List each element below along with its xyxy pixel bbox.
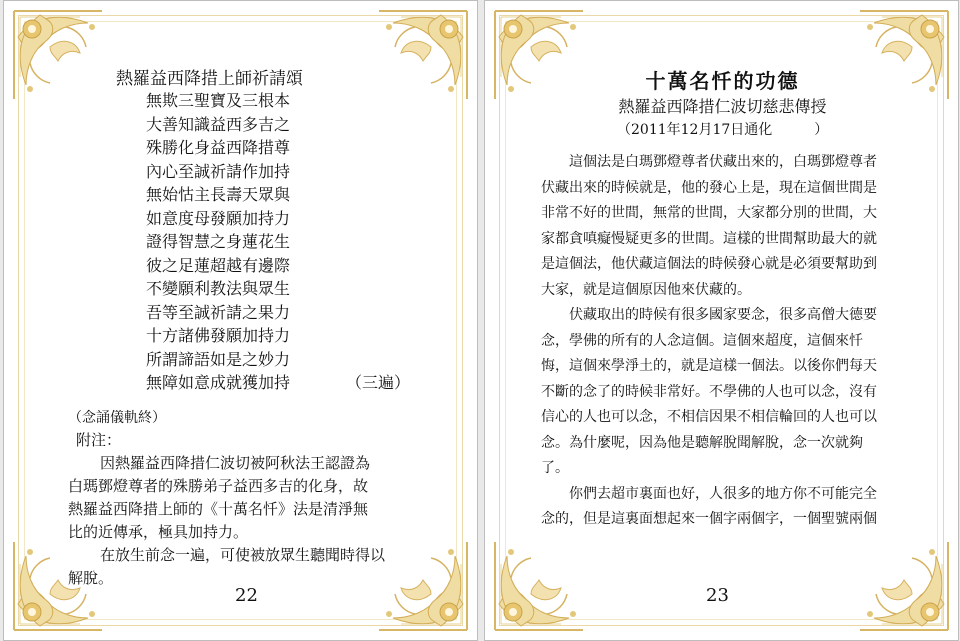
body-line: 了。 [541, 460, 569, 476]
body-line: 這個法是白瑪鄧燈尊者伏藏出來的，白瑪鄧燈尊者 [569, 154, 877, 170]
body-line: 不斷的念了的時候非常好。不學佛的人也可以念，沒有 [541, 383, 877, 400]
right-page [484, 0, 959, 641]
corner-ornament-icon [375, 7, 471, 103]
verse-list [146, 89, 290, 395]
left-page [3, 0, 478, 641]
verse-line: 如意度母發願加持力 [146, 208, 291, 228]
body-line: 悔，這個來學淨土的，就是這樣一個法。以後你們每天 [541, 358, 877, 374]
verse-line: 彼之足蓮超越有邊際 [146, 255, 291, 275]
body-line: 大家，就是這個原因他來伏藏的。 [541, 281, 751, 298]
page-title: 十萬名忏的功德 [645, 69, 800, 93]
appendix-line: 解脫。 [68, 569, 114, 587]
body-line: 念的，但是這裏面想起來一個字兩個字，一個聖號兩個 [541, 511, 877, 527]
appendix-line: 因熱羅益西降措仁波切被阿秋法王認證為 [100, 454, 371, 472]
verse-line: 證得智慧之身蓮花生 [146, 232, 291, 251]
corner-ornament-icon [491, 538, 587, 634]
verse-line: 十方諸佛發願加持力 [146, 326, 291, 345]
appendix-line: 熱羅益西降措上師的《十萬名忏》法是清淨無 [68, 500, 369, 518]
verse-line: 吾等至誠祈請之果力 [146, 302, 291, 322]
prayer-title: 熱羅益西降措上師祈請頌 [116, 69, 303, 89]
verse-line: 大善知識益西多吉之 [146, 114, 291, 134]
end-note: （念誦儀軌終） [68, 410, 166, 426]
corner-ornament-icon [375, 538, 471, 634]
verse-line: 無障如意成就獲加持 [146, 373, 291, 392]
corner-ornament-icon [10, 7, 106, 103]
body-line: 信心的人也可以念，不相信因果不相信輪回的人也可以 [541, 409, 877, 425]
date-line: （2011年12月17日通化 ） [617, 122, 829, 138]
verse-line: 不變願利教法與眾生 [146, 279, 291, 298]
verse-line: 內心至誠祈請作加持 [146, 161, 291, 181]
appendix-label: 附注： [76, 431, 122, 449]
verse-line: 所謂諦語如是之妙力 [146, 349, 291, 369]
corner-ornament-icon [856, 538, 952, 634]
body-line: 非常不好的世間，無常的世間，大家都分別的世間，大 [541, 205, 877, 221]
page-number: 23 [706, 585, 729, 606]
page-number: 22 [235, 585, 258, 606]
body-line: 是這個法，他伏藏這個法的時候發心就是必須要幫助到 [541, 256, 877, 272]
repeat-note: （三遍） [346, 373, 411, 392]
appendix-line: 比的近傳承，極具加持力。 [68, 523, 249, 541]
appendix-line: 在放生前念一遍，可使被放眾生聽聞時得以 [100, 546, 386, 564]
body-line: 伏藏出來的時候就是，他的發心上是，現在這個世間是 [541, 179, 877, 196]
page-subtitle: 熱羅益西降措仁波切慈悲傳授 [618, 97, 827, 116]
verse-line: 無欺三聖寶及三根本 [146, 91, 291, 110]
appendix-line: 白瑪鄧燈尊者的殊勝弟子益西多吉的化身，故 [68, 477, 369, 495]
body-line: 家都貪嗔癡慢疑更多的世間。這樣的世間幫助最大的就 [541, 230, 877, 247]
body-line: 你們去超市裏面也好，人很多的地方你不可能完全 [569, 485, 877, 502]
verse-line: 殊勝化身益西降措尊 [146, 138, 291, 157]
verse-line: 無始怙主長壽天眾與 [146, 185, 291, 204]
body-line: 念。為什麼呢，因為他是聽解脫聞解脫，念一次就夠 [541, 434, 863, 451]
body-line: 伏藏取出的時候有很多國家要念，很多高僧大德要 [569, 307, 877, 323]
body-line: 念，學佛的所有的人念這個。這個來超度，這個來忏 [541, 332, 863, 349]
